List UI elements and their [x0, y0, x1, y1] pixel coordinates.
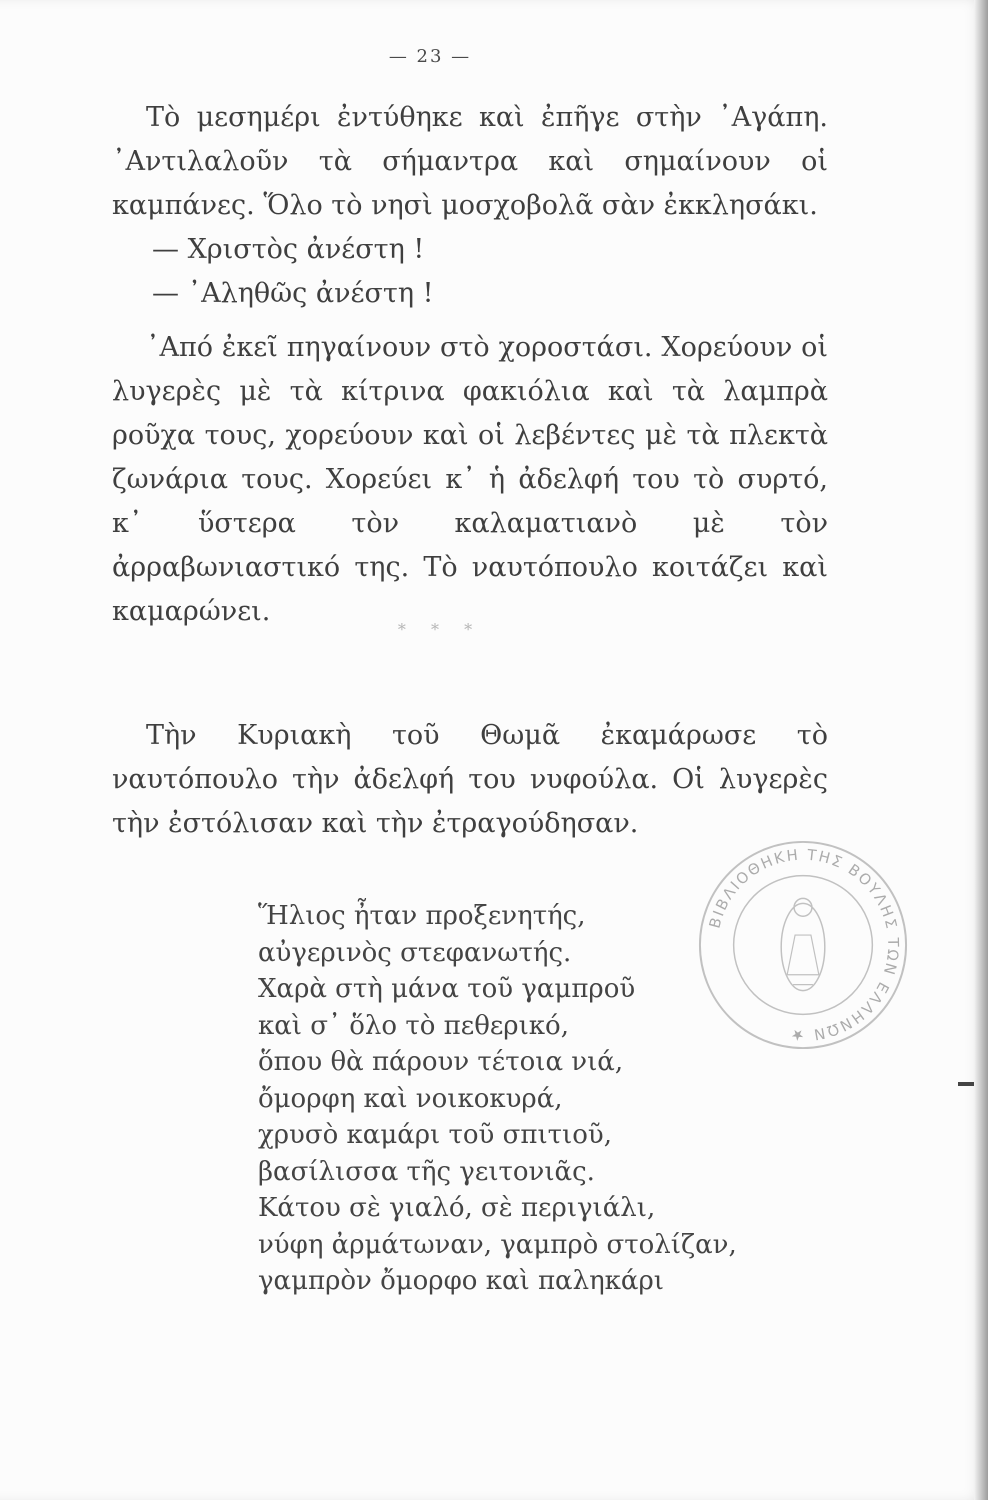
poem-line: Ἥλιος ἦταν προξενητής, [258, 901, 586, 931]
poem-line: νύφη ἀρμάτωναν, γαμπρὸ στολίζαν, [258, 1229, 737, 1260]
poem-line: γαμπρὸν ὄμορφο καὶ παληκάρι [258, 1266, 664, 1296]
poem-line: Χαρὰ στὴ μάνα τοῦ γαμπροῦ [258, 974, 636, 1004]
poem [258, 898, 737, 1300]
poem-line: ὄμορφη καὶ νοικοκυρά, [258, 1083, 563, 1114]
section-separator: * * * [397, 620, 483, 639]
stamp-text: ΒΙΒΛΙΟΘΗΚΗ ΤΗΣ ΒΟΥΛΗΣ ΤΩΝ ΕΛΛΗΝΩΝ ★ [705, 845, 903, 1045]
dialogue-line-2: — ᾿Αληθῶς ἀνέστη ! [152, 278, 434, 309]
page-number: — 23 — [388, 46, 472, 67]
poem-line: βασίλισσα τῆς γειτονιᾶς. [258, 1156, 595, 1187]
paragraph-1-block [112, 96, 828, 316]
paragraph-2-block [112, 326, 828, 634]
paragraph-3-block [112, 714, 828, 846]
poem-line: καὶ σ᾿ ὅλο τὸ πεθερικό, [258, 1010, 569, 1041]
library-stamp [694, 836, 912, 1054]
paragraph-3: Τὴν Κυριακὴ τοῦ Θωμᾶ ἐκαμάρωσε τὸ ναυτόπουλο τὴν ἀδελφή του νυφούλα. Οἱ λυγερὲς τὴν ἐστόλισαν καὶ τὴν ἐτραγούδησαν. [112, 720, 828, 839]
poem-line: Κάτου σὲ γιαλό, σὲ περιγιάλι, [258, 1193, 656, 1223]
paragraph-1: Τὸ μεσημέρι ἐντύθηκε καὶ ἐπῆγε στὴν ᾿Αγάπη. ᾿Αντιλαλοῦν τὰ σήμαντρα καὶ σημαίνουν οἱ καμπάνες. Ὅλο τὸ νησὶ μοσχοβολᾶ σὰν ἐκκλησάκι. [112, 102, 828, 221]
paragraph-2: ᾿Από ἐκεῖ πηγαίνουν στὸ χοροστάσι. Χορεύουν οἱ λυγερὲς μὲ τὰ κίτρινα φακιόλια καὶ τὰ λαμπρὰ ροῦχα τους, χορεύουν καὶ οἱ λεβέντες μὲ τὰ πλεκτὰ ζωνάρια τους. Χορεύει κ᾿ ἡ ἀδελφή του τὸ συρτό, κ᾿ ὕστερα τὸν καλαματιανὸ μὲ τὸν ἀρραβωνιαστικό της. Τὸ ναυτόπουλο κοιτάζει καὶ καμαρώνει. [112, 332, 828, 627]
dialogue-line-1: — Χριστὸς ἀνέστη ! [152, 234, 425, 265]
poem-line: ὅπου θὰ πάρουν τέτοια νιά, [258, 1047, 624, 1077]
poem-line: χρυσὸ καμάρι τοῦ σπιτιοῦ, [258, 1120, 612, 1150]
margin-mark [958, 1082, 974, 1086]
stamp-seal [700, 842, 906, 1048]
page-edge-shadow [974, 0, 988, 1500]
poem-line: αὐγερινὸς στεφανωτής. [258, 937, 572, 968]
